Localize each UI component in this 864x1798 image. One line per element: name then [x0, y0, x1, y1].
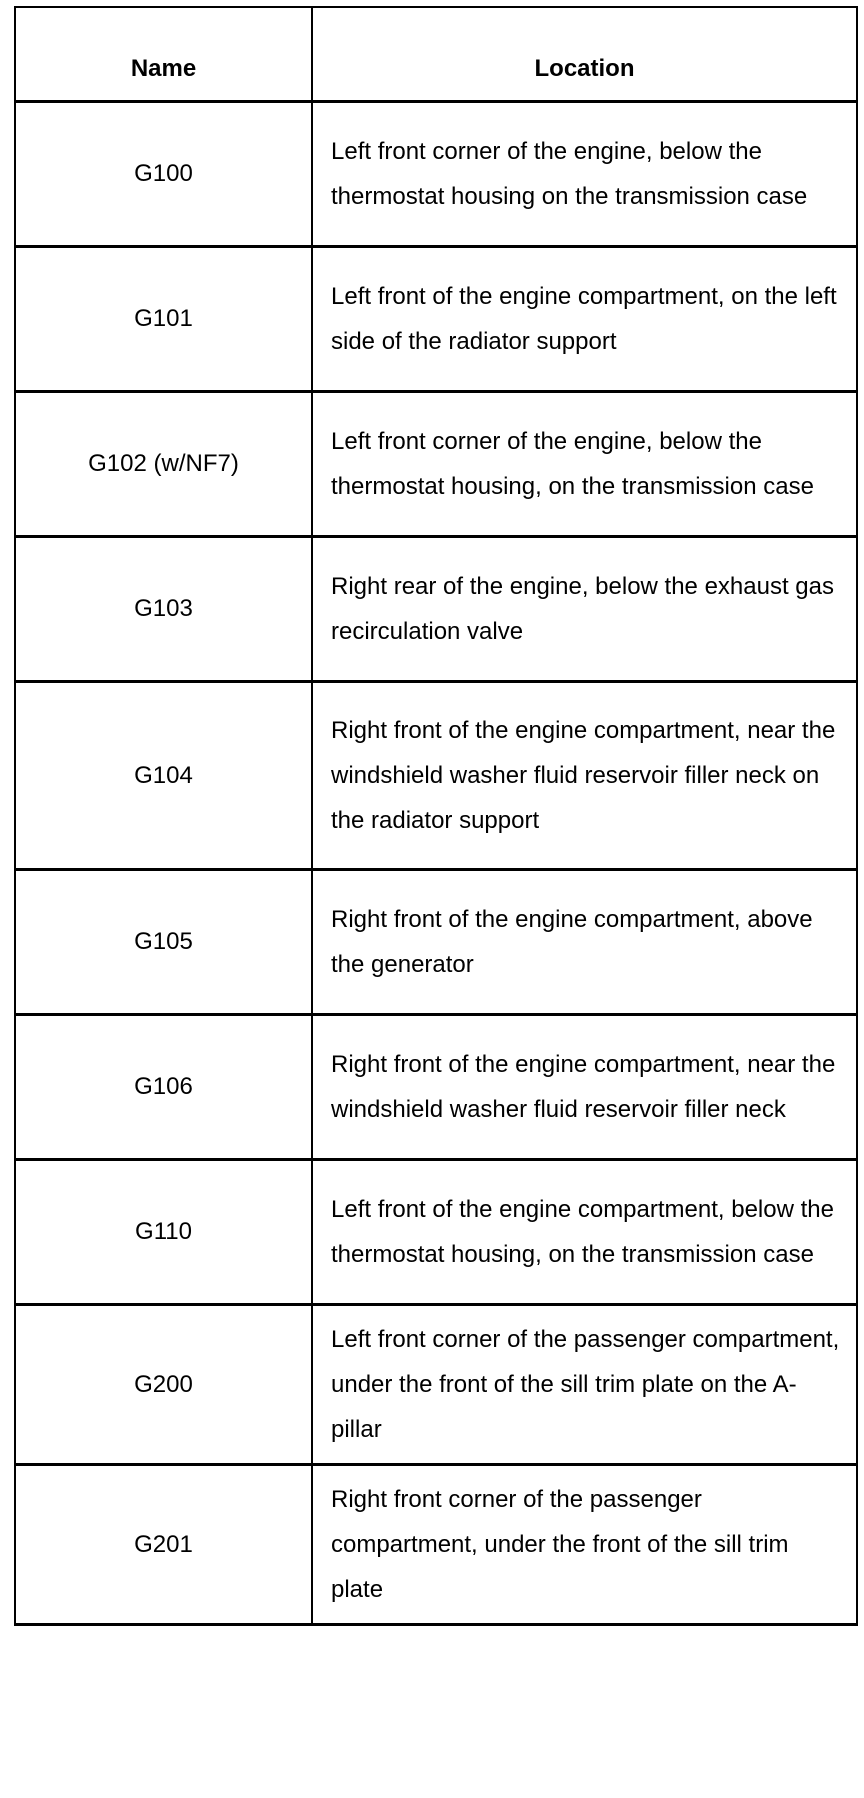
table-row: [15, 101, 857, 246]
name-column-header: Name: [15, 7, 312, 101]
ground-location-cell: Left front of the engine compartment, on the left side of the radiator support: [312, 246, 857, 391]
ground-name-cell: G106: [15, 1014, 312, 1159]
table-header-row: [15, 7, 857, 101]
ground-name-cell: G103: [15, 536, 312, 681]
ground-location-cell: Right front of the engine compartment, above the generator: [312, 869, 857, 1014]
table-row: [15, 681, 857, 869]
ground-location-cell: Left front corner of the passenger compartment, under the front of the sill trim plate on the A-pillar: [312, 1304, 857, 1464]
ground-location-cell: Right front corner of the passenger compartment, under the front of the sill trim plate: [312, 1464, 857, 1624]
ground-name-cell: G104: [15, 681, 312, 869]
ground-location-table: [14, 6, 858, 1626]
table-row: [15, 246, 857, 391]
ground-location-cell: Left front corner of the engine, below the thermostat housing, on the transmission case: [312, 391, 857, 536]
table-row: [15, 391, 857, 536]
ground-name-cell: G200: [15, 1304, 312, 1464]
ground-name-cell: G100: [15, 101, 312, 246]
ground-location-cell: Left front corner of the engine, below the thermostat housing on the transmission case: [312, 101, 857, 246]
table-row: [15, 1304, 857, 1464]
ground-name-cell: G102 (w/NF7): [15, 391, 312, 536]
ground-location-cell: Right front of the engine compartment, near the windshield washer fluid reservoir filler neck on the radiator support: [312, 681, 857, 869]
location-column-header: Location: [312, 7, 857, 101]
table-row: [15, 1014, 857, 1159]
table-row: [15, 536, 857, 681]
ground-name-cell: G105: [15, 869, 312, 1014]
ground-name-cell: G201: [15, 1464, 312, 1624]
ground-location-cell: Left front of the engine compartment, below the thermostat housing, on the transmission case: [312, 1159, 857, 1304]
ground-name-cell: G110: [15, 1159, 312, 1304]
ground-location-cell: Right front of the engine compartment, near the windshield washer fluid reservoir filler neck: [312, 1014, 857, 1159]
table-row: [15, 1464, 857, 1624]
ground-location-cell: Right rear of the engine, below the exhaust gas recirculation valve: [312, 536, 857, 681]
table-row: [15, 869, 857, 1014]
table-row: [15, 1159, 857, 1304]
ground-name-cell: G101: [15, 246, 312, 391]
